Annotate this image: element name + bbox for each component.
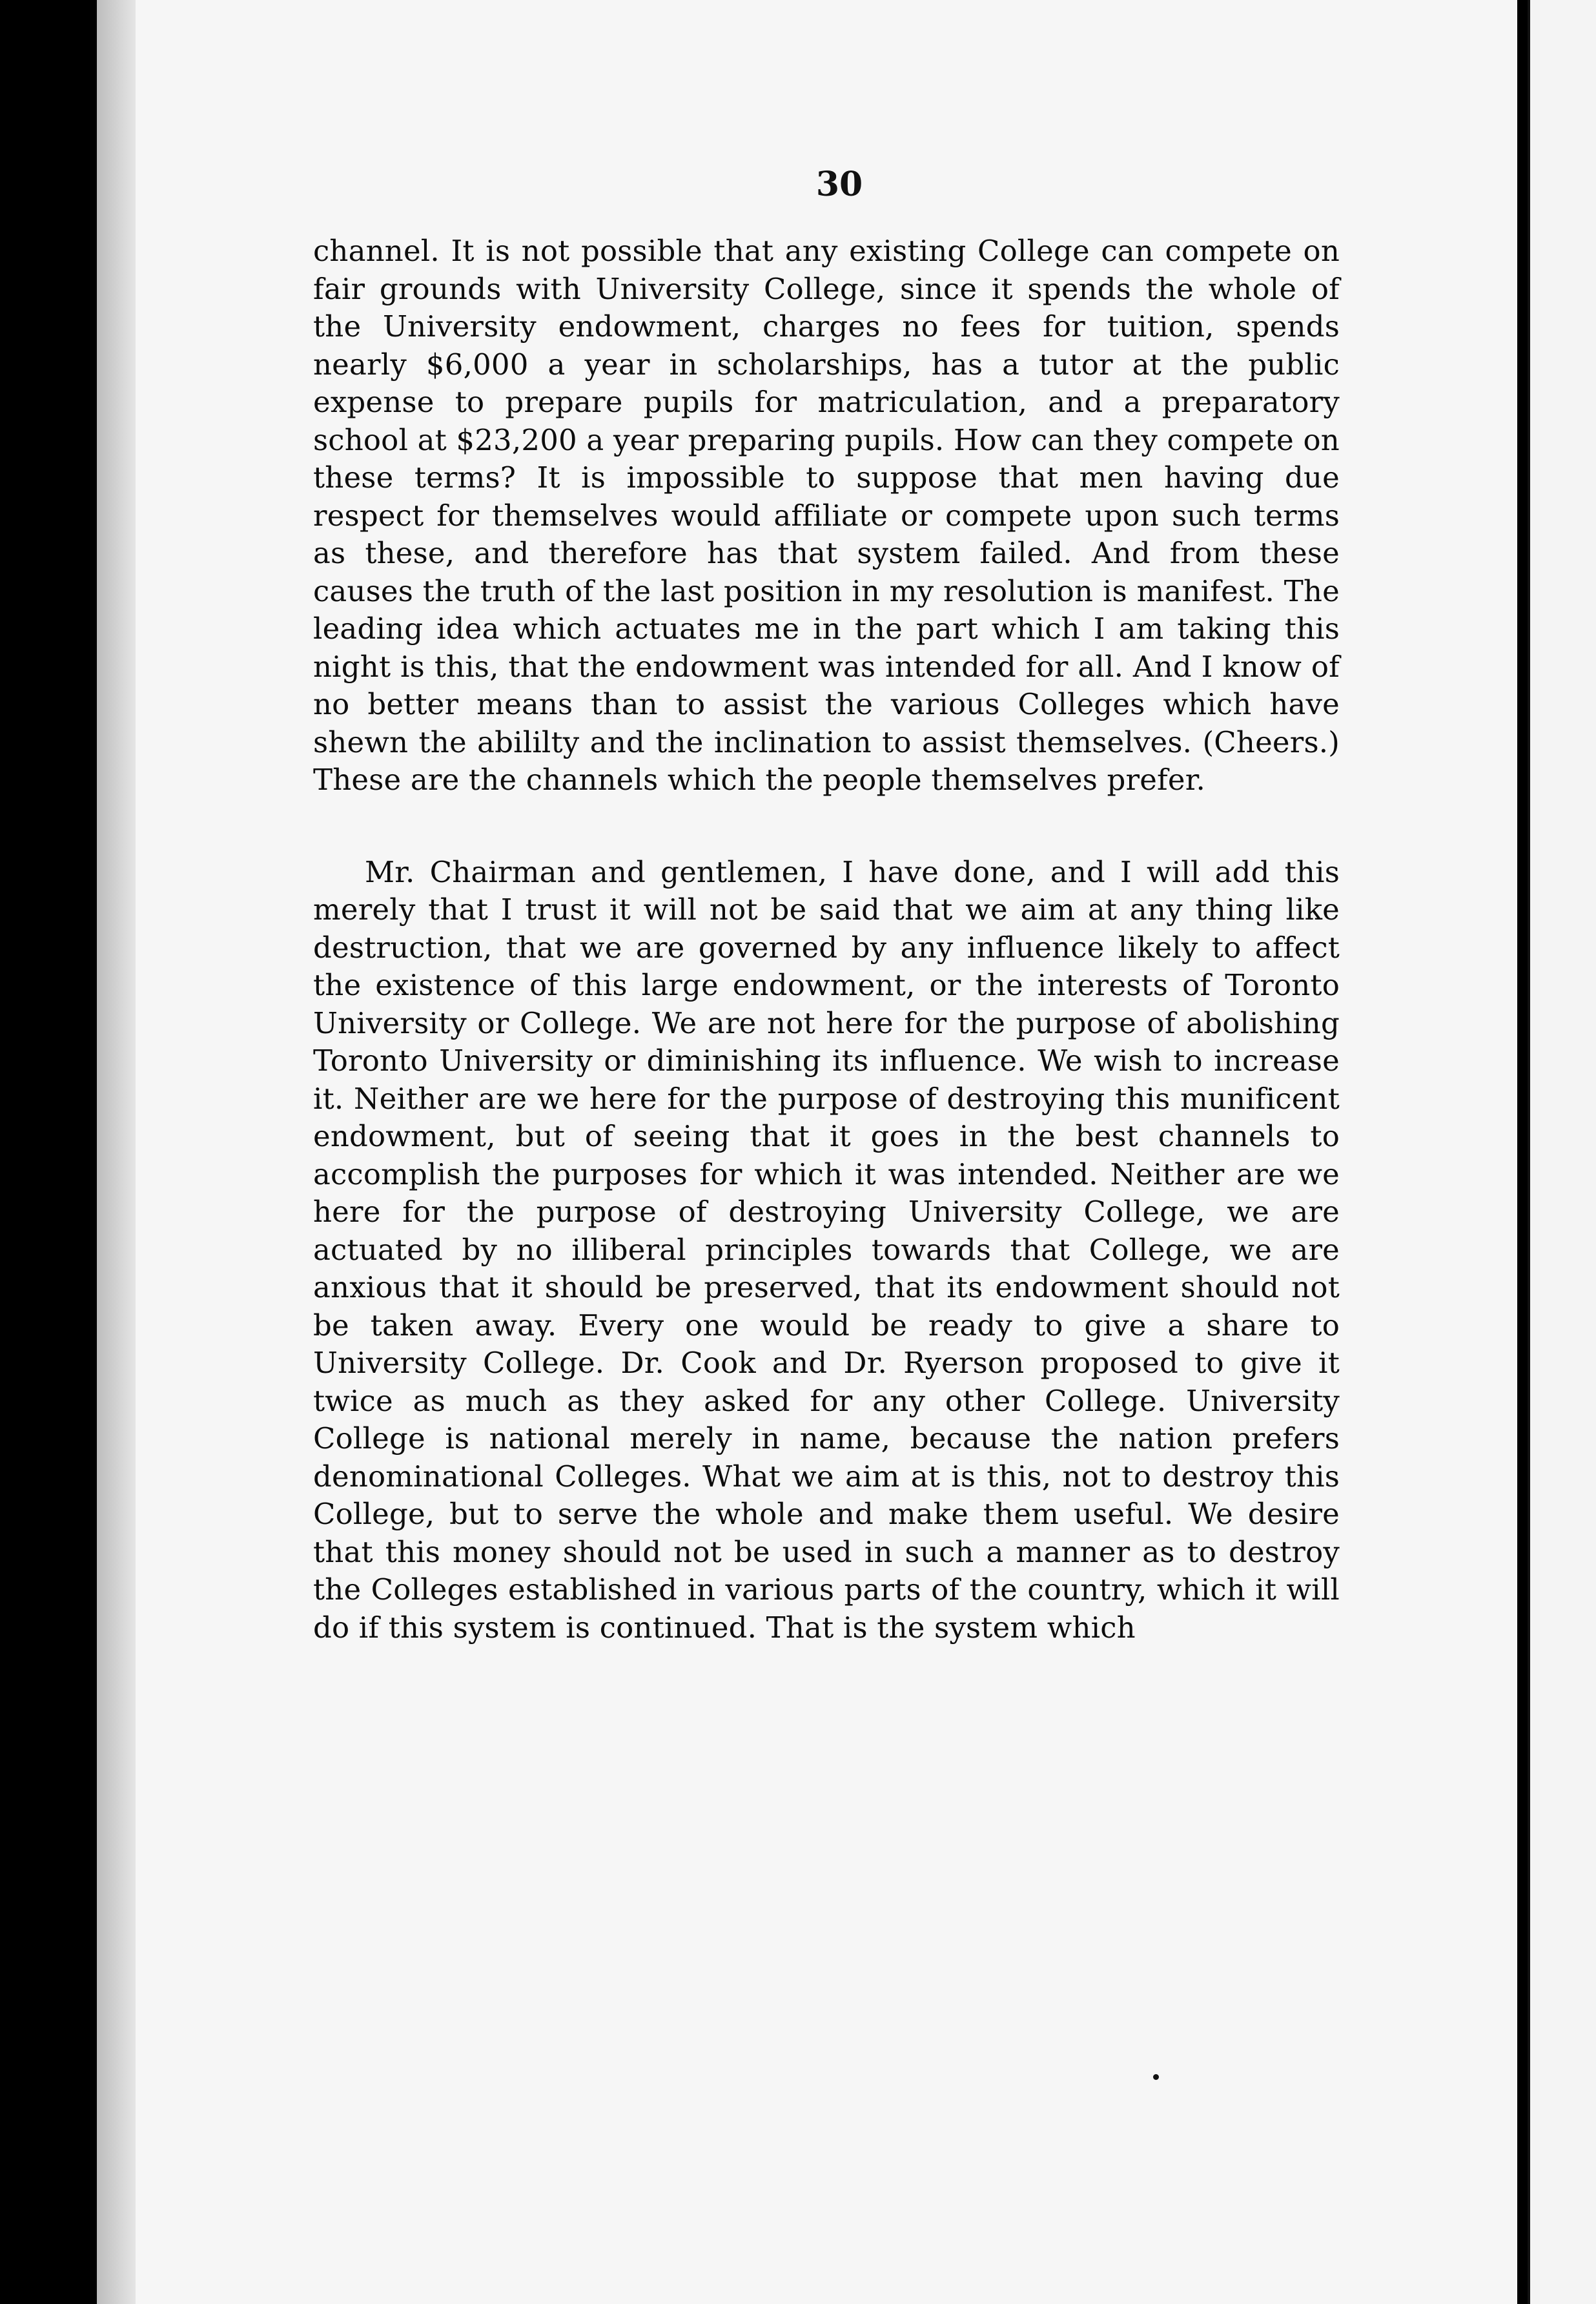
page-number: 30 [815,165,863,204]
page-gutter [1517,0,1528,2304]
paragraph-1: channel. It is not possible that any existing College can compete on fair grounds with University College, since it spends the whole of the University endowment, charges no fees for tuition, spends nearly $6,000 a year in scholarships, has a tutor at the public expense to prepare pupils for matriculation, and a preparatory school at $23,200 a year preparing pupils. How can they compete on these terms? It is impossible to suppose that men having due respect for themselves would affiliate or compete upon such terms as these, and therefore has that system failed. And from these causes the truth of the last position in my resolution is manifest. The leading idea which actuates me in the part which I am taking this night is this, that the endowment was intended for all. And I know of no better means than to assist the various Colleges which have shewn the abililty and the inclination to assist themselves. (Cheers.) These are the channels which the people themselves prefer. [313,234,1340,797]
body-text [313,232,1340,1647]
paragraph-2: Mr. Chairman and gentlemen, I have done, and I will add this merely that I trust it will not be said that we aim at any thing like destruction, that we are governed by any influence likely to affect the existence of this large endowment, or the interests of Toronto University or College. We are not here for the purpose of abolishing Toronto University or diminishing its influence. We wish to increase it. Neither are we here for the purpose of destroying this munificent endowment, but of seeing that it goes in the best channels to accomplish the purposes for which it was intended. Neither are we here for the purpose of destroying University College, we are actuated by no illiberal principles towards that College, we are anxious that it should be preserved, that its endowment should not be taken away. Every one would be ready to give a share to University College. Dr. Cook and Dr. Ryerson proposed to give it twice as much as they asked for any other College. University College is national merely in name, because the nation prefers denominational Colleges. What we aim at is this, not to destroy this College, but to serve the whole and make them useful. We desire that this money should not be used in such a manner as to destroy the Colleges established in various parts of the country, which it will do if this system is continued. That is the system which [313,854,1340,1645]
facing-page-edge [1528,0,1596,2304]
ink-speck [1153,2074,1159,2080]
